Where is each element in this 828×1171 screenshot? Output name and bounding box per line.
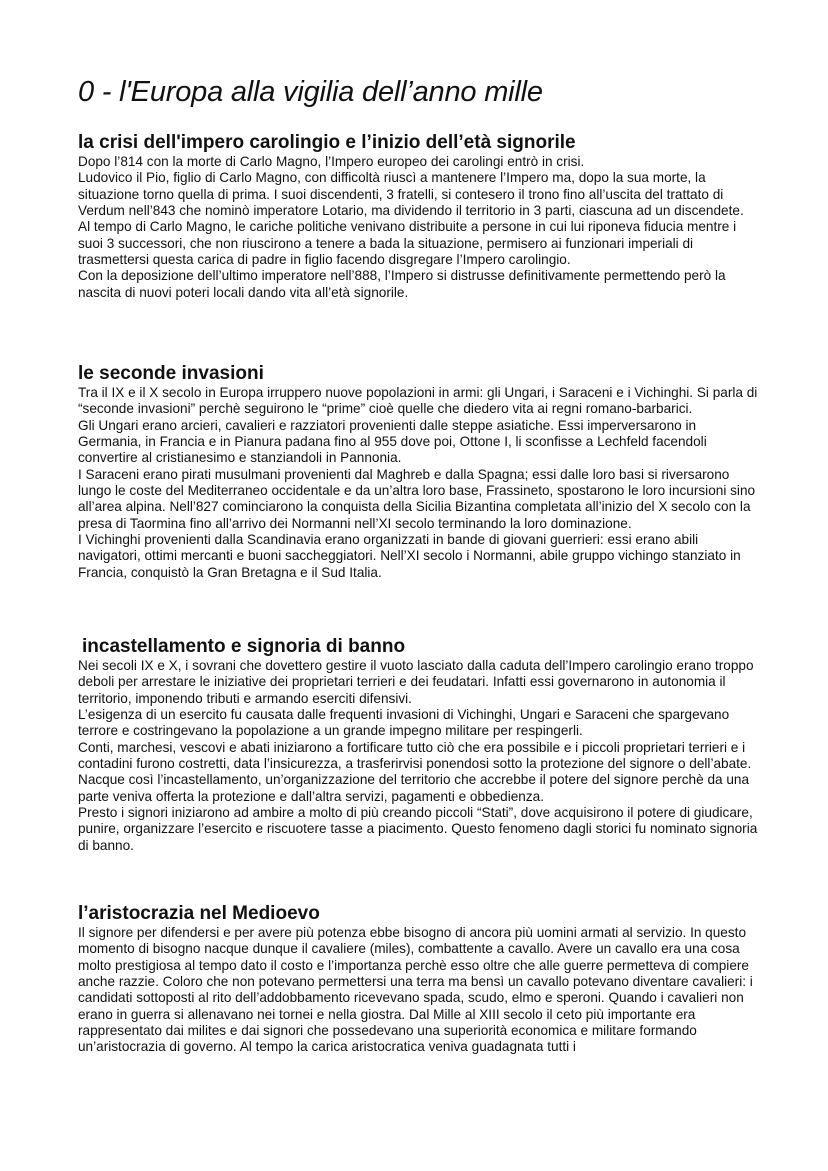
paragraph: Conti, marchesi, vescovi e abati iniziarono a fortificare tutto ciò che era possibile e i piccoli proprietari terrieri e i contadini furono costretti, data l’insicurezza, a trasferirvisi ponendosi sotto la protezione del signore o dell’abate. xyxy=(78,739,752,772)
paragraph: I Saraceni erano pirati musulmani provenienti dal Maghreb e dalla Spagna; essi dalle loro basi si riversarono lungo le coste del Mediterraneo occidentale e da un’altra loro base, Frassineto, spostarono le loro incursioni sino all’area alpina. Nell’827 cominciarono la conquista della Sicilia Bizantina completata all’inizio del X secolo con la presa di Taormina fino all’arrivo dei Normanni nell’XI secolo terminando la loro dominazione. xyxy=(78,466,756,531)
paragraph: Il signore per difendersi e per avere più potenza ebbe bisogno di ancora più uomini armati al servizio. In questo momento di bisogno nacque dunque il cavaliere (miles), combattente a cavallo. Avere un cavallo era una cosa molto prestigiosa al tempo dato il costo e l’importanza perchè esso oltre che alle guerre permetteva di compiere anche razzie. Coloro che non potevano permettersi una terra ma bensì un cavallo potevano diventare cavalieri: i candidati sottoposti al rito dell’addobbamento ricevevano spada, scudo, elmo e speroni. Quando i cavalieri non erano in guerra si allenavano nei tornei e nella giostra. Dal Mille al XIII secolo il ceto più importante era rappresentato dai milites e dai signori che possedevano una superiorità economica e militare formando un’aristocrazia di governo. Al tempo la carica aristocratica veniva guadagnata tutti i xyxy=(78,925,753,1055)
section-heading: le seconde invasioni xyxy=(78,363,264,384)
section-heading: l’aristocrazia nel Medioevo xyxy=(78,903,320,924)
document-title: 0 - l'Europa alla vigilia dell’anno mille xyxy=(78,76,543,108)
paragraph: Presto i signori iniziarono ad ambire a molto di più creando piccoli “Stati”, dove acquisirono il potere di giudicare, punire, organizzare l’esercito e riscuotere tasse a piacimento. Questo fenomeno dagli storici fu nominato signoria di banno. xyxy=(78,805,758,853)
section-aristocrazia-medioevo xyxy=(78,903,758,1056)
section-body xyxy=(78,925,758,1056)
section-body xyxy=(78,385,758,581)
section-heading: incastellamento e signoria di banno xyxy=(82,636,406,657)
paragraph: Nacque così l’incastellamento, un’organizzazione del territorio che accrebbe il potere del signore perchè da una parte veniva offerta la protezione e dall’altra servizi, pagamenti e obbedienza. xyxy=(78,772,750,804)
section-crisi-impero-carolingio xyxy=(78,132,758,301)
paragraph: Al tempo di Carlo Magno, le cariche politiche venivano distribuite a persone in cui lui riponeva fiducia mentre i suoi 3 successori, che non riuscirono a tenere a bada la situazione, permisero ai funzionari imperiali di trasmettersi questa carica di padre in figlio facendo disgregare l’Impero carolingio. xyxy=(78,219,737,268)
paragraph: Con la deposizione dell’ultimo imperatore nell’888, l’Impero si distrusse definitivamente permettendo però la nascita di nuovi poteri locali dando vita all’età signorile. xyxy=(78,268,726,300)
section-body xyxy=(78,154,758,301)
section-seconde-invasioni xyxy=(78,363,758,581)
paragraph: L’esigenza di un esercito fu causata dalle frequenti invasioni di Vichinghi, Ungari e Saraceni che spargevano terrore e costringevano la popolazione a un grande impegno militare per respingerli. xyxy=(78,707,730,739)
paragraph: Tra il IX e il X secolo in Europa irruppero nuove popolazioni in armi: gli Ungari, i Saraceni e i Vichinghi. Si parla di “seconde invasioni” perchè seguirono le “prime” cioè quelle che diedero vita ai regni romano-barbarici. xyxy=(78,385,758,417)
paragraph: Dopo l’814 con la morte di Carlo Magno, l’Impero europeo dei carolingi entrò in crisi. xyxy=(78,154,585,169)
section-body xyxy=(78,658,758,854)
paragraph: Ludovico il Pio, figlio di Carlo Magno, con difficoltà riuscì a mantenere l’Impero ma, dopo la sua morte, la situazione torno quella di prima. I suoi discendenti, 3 fratelli, si contesero il trono fino all’uscita del trattato di Verdum nell’843 che nominò imperatore Lotario, ma dividendo il territorio in 3 parti, ciascuna ad un discendete. xyxy=(78,170,744,219)
section-heading: la crisi dell'impero carolingio e l’inizio dell’età signorile xyxy=(78,132,576,153)
section-incastellamento xyxy=(78,636,758,854)
paragraph: I Vichinghi provenienti dalla Scandinavia erano organizzati in bande di giovani guerrieri: essi erano abili navigatori, ottimi mercanti e buoni saccheggiatori. Nell’XI secolo i Normanni, abile gruppo vichingo stanziato in Francia, conquistò la Gran Bretagna e il Sud Italia. xyxy=(78,532,741,580)
paragraph: Nei secoli IX e X, i sovrani che dovettero gestire il vuoto lasciato dalla caduta dell’Impero carolingio erano troppo deboli per arrestare le iniziative dei proprietari terrieri e dei feudatari. Infatti essi governarono in autonomia il territorio, imponendo tributi e armando eserciti difensivi. xyxy=(78,658,754,706)
paragraph: Gli Ungari erano arcieri, cavalieri e razziatori provenienti dalle steppe asiatiche. Essi imperversarono in Germania, in Francia e in Pianura padana fino al 955 dove poi, Ottone I, li sconfisse a Lechfeld facendoli convertire al cristianesimo e stanziandoli in Pannonia. xyxy=(78,417,707,466)
